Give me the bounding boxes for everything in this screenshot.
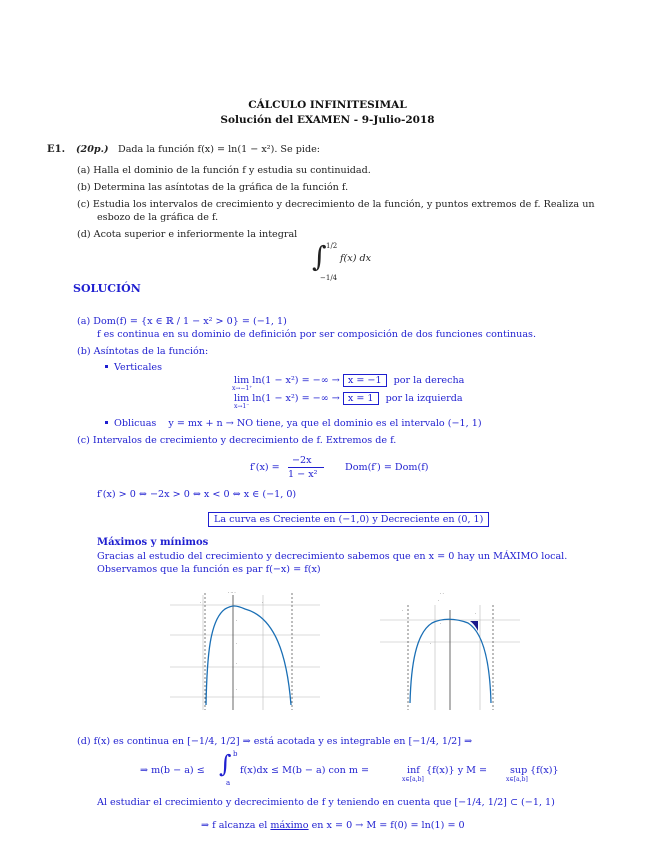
asymptote-box-right: x = 1 bbox=[343, 392, 379, 405]
d-inf: inf bbox=[407, 765, 420, 776]
fraction-bar bbox=[288, 467, 324, 468]
sol-a-line1: (a) Dom(f) = {x ∈ ℝ / 1 − x² > 0} = (−1, 1) bbox=[77, 316, 287, 327]
problem-item-a: (a) Halla el dominio de la función f y estudia su continuidad. bbox=[77, 165, 371, 176]
integral-body: f(x) dx bbox=[340, 253, 372, 264]
integral-lower: −1/4 bbox=[320, 274, 338, 282]
sol-d-line4 bbox=[201, 820, 465, 831]
deriv-den: 1 − x² bbox=[288, 469, 318, 480]
d-line4-max: máximo bbox=[270, 820, 309, 831]
doc-subtitle: Solución del EXAMEN - 9-Julio-2018 bbox=[220, 114, 435, 126]
sol-d-line2-b: f(x)dx ≤ M(b − a) con m = bbox=[240, 765, 370, 776]
bullet-icon bbox=[105, 365, 108, 368]
svg-text:·: · bbox=[236, 687, 238, 692]
graph-right-curve bbox=[410, 619, 491, 703]
verticales-item bbox=[105, 362, 162, 373]
graph-left-grid bbox=[170, 595, 320, 710]
svg-text:·: · bbox=[402, 608, 404, 613]
deriv-num: −2x bbox=[292, 455, 312, 466]
svg-text:· ·: · · bbox=[440, 591, 444, 596]
sol-d-line2-c: {f(x)} y M = bbox=[426, 765, 488, 776]
deriv-dom: Dom(f′) = Dom(f) bbox=[345, 462, 429, 473]
bullet-icon bbox=[105, 421, 108, 424]
svg-text:·: · bbox=[430, 641, 432, 646]
svg-text:·: · bbox=[236, 661, 238, 666]
svg-text:·: · bbox=[475, 611, 477, 616]
graph-left bbox=[170, 585, 320, 710]
deriv-lhs: f′(x) = bbox=[250, 462, 280, 473]
d-integral-lower: a bbox=[226, 779, 231, 787]
lim-sub-left: x→−1⁺ bbox=[232, 385, 253, 392]
graph-right-ticks bbox=[402, 591, 476, 646]
solution-heading: SOLUCIÓN bbox=[73, 282, 141, 295]
curve-box: La curva es Creciente en (−1,0) y Decreciente en (0, 1) bbox=[208, 512, 489, 527]
d-integral-sign: ∫ bbox=[219, 750, 232, 778]
svg-text:·: · bbox=[236, 618, 238, 623]
problem-label: E1. bbox=[47, 144, 66, 155]
lim-side: por la izquierda bbox=[385, 393, 463, 404]
problem-intro: Dada la función f(x) = ln(1 − x²). Se pide: bbox=[118, 144, 320, 155]
sol-b-title: (b) Asíntotas de la función: bbox=[77, 346, 209, 357]
problem-item-b: (b) Determina las asíntotas de la gráfica de la función f. bbox=[77, 182, 349, 193]
d-line4-b: en x = 0 → M = f(0) = ln(1) = 0 bbox=[311, 820, 465, 831]
sol-d-line3: Al estudiar el crecimiento y decrecimiento de f y teniendo en cuenta que [−1/4, 1/2] ⊂ (−1, 1) bbox=[97, 797, 555, 808]
d-inf-sub: x∈[a,b] bbox=[402, 776, 424, 783]
oblicuas-item bbox=[105, 418, 482, 429]
svg-text:·: · bbox=[438, 598, 440, 603]
problem-item-d: (d) Acota superior e inferiormente la integral bbox=[77, 229, 298, 240]
lim-side: por la derecha bbox=[393, 375, 465, 386]
sol-d-line2-d: {f(x)} bbox=[530, 765, 559, 776]
problem-item-c-cont: esbozo de la gráfica de f. bbox=[97, 212, 219, 223]
d-line4-a: ⇒ f alcanza el bbox=[201, 820, 268, 831]
oblicuas-label: Oblicuas bbox=[114, 418, 157, 429]
graph-right-shaded-area bbox=[448, 621, 478, 631]
max-heading: Máximos y mínimos bbox=[97, 537, 209, 548]
graph-left-curve bbox=[206, 606, 291, 705]
max-line1: Gracias al estudio del crecimiento y decrecimiento sabemos que en x = 0 hay un MÁXIMO local. bbox=[97, 551, 568, 562]
problem-points: (20p.) bbox=[76, 144, 109, 155]
d-sup: sup bbox=[510, 765, 528, 776]
max-line2: Observamos que la función es par f(−x) = f(x) bbox=[97, 564, 321, 575]
oblicuas-text: y = mx + n → NO tiene, ya que el dominio es el intervalo (−1, 1) bbox=[168, 418, 482, 429]
lim-word: lim bbox=[234, 375, 250, 386]
lim-sub-right: x→1⁻ bbox=[234, 403, 250, 410]
svg-text:·: · bbox=[440, 621, 442, 626]
sol-d-line2-a: ⇒ m(b − a) ≤ bbox=[140, 765, 205, 776]
d-integral-upper: b bbox=[233, 750, 238, 758]
graph-right bbox=[380, 585, 520, 710]
verticales-label: Verticales bbox=[114, 362, 162, 373]
asymptote-box-left: x = −1 bbox=[343, 374, 387, 387]
deriv-ineq: f′(x) > 0 ⇔ −2x > 0 ⇔ x < 0 ⇔ x ∈ (−1, 0) bbox=[97, 489, 297, 500]
integral-sign: ∫ bbox=[312, 240, 327, 273]
doc-title: CÁLCULO INFINITESIMAL bbox=[248, 99, 407, 111]
sol-a-line2: f es continua en su dominio de definición por ser composición de dos funciones continuas. bbox=[97, 329, 537, 340]
lim-expr: ln(1 − x²) = −∞ → bbox=[252, 375, 340, 386]
d-sup-sub: x∈[a,b] bbox=[506, 776, 528, 783]
problem-item-c: (c) Estudia los intervalos de crecimiento y decrecimiento de la función, y puntos extremos de f. Realiza un bbox=[77, 199, 595, 210]
integral-upper: 1/2 bbox=[326, 242, 338, 250]
svg-text:·: · bbox=[236, 641, 238, 646]
limit-left bbox=[234, 375, 464, 386]
svg-text:·: · bbox=[262, 600, 264, 605]
lim-word: lim bbox=[234, 393, 250, 404]
sol-c-title: (c) Intervalos de crecimiento y decrecimiento de f. Extremos de f. bbox=[77, 435, 397, 446]
svg-text:·: · bbox=[200, 600, 202, 605]
svg-text:· ·· ·: · ·· · bbox=[228, 590, 236, 595]
sol-d-line1: (d) f(x) es continua en [−1/4, 1/2] ⇒ está acotada y es integrable en [−1/4, 1/2] ⇒ bbox=[77, 736, 473, 747]
limit-right bbox=[234, 393, 463, 404]
lim-expr: ln(1 − x²) = −∞ → bbox=[252, 393, 340, 404]
